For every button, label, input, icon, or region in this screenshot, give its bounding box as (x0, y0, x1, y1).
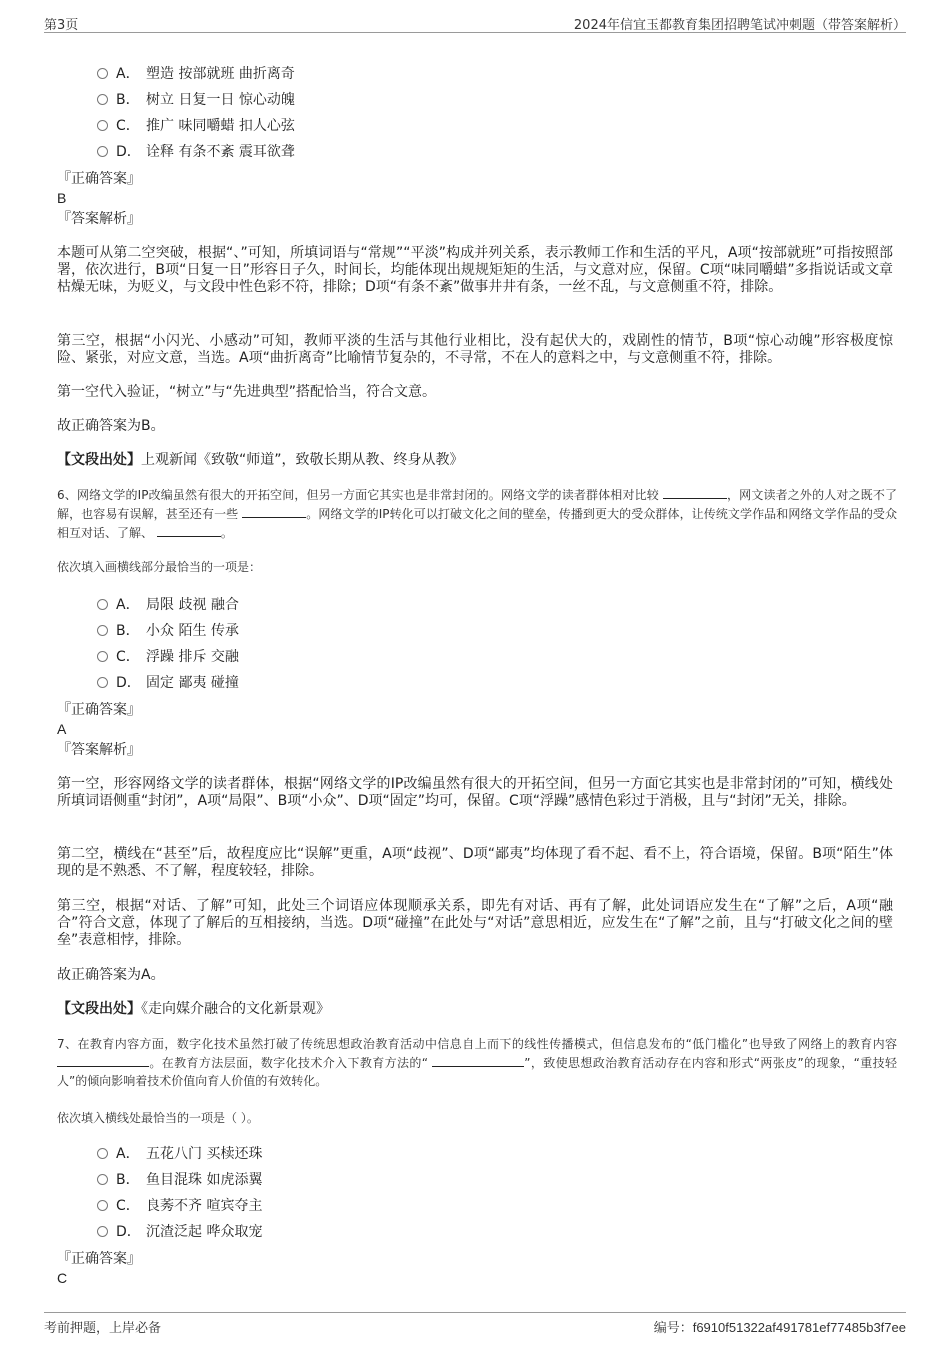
blank-line (663, 485, 727, 499)
q7-prompt: 依次填入横线处最恰当的一项是（ ）。 (57, 1111, 259, 1125)
q7-option-a[interactable]: A． 五花八门 买椟还珠 (97, 1145, 262, 1163)
q5-analysis-paragraph: 故正确答案为B。 (57, 418, 165, 434)
q5-analysis-label: 『答案解析』 (57, 211, 141, 227)
q6-analysis-paragraph: 故正确答案为A。 (57, 967, 165, 983)
q6-option-b[interactable]: B． 小众 陌生 传承 (97, 622, 239, 640)
q6-analysis-paragraph: 第二空，横线在“甚至”后，故程度应比“误解”更重，A项“歧视”、D项“鄙夷”均体现了看不起、看不上，符合语境，保留。B项“陌生”体现的是不熟悉、不了解，程度较轻，排除。 (57, 846, 893, 879)
radio-icon[interactable] (97, 120, 108, 131)
document-title: 2024年信宜玉都教育集团招聘笔试冲刺题（带答案解析） (573, 18, 906, 33)
q7-option-c[interactable]: C． 良莠不齐 喧宾夺主 (97, 1197, 262, 1215)
q6-analysis-label: 『答案解析』 (57, 742, 141, 758)
q6-answer-label: 『正确答案』 (57, 702, 141, 718)
radio-icon[interactable] (97, 1174, 108, 1185)
q6-analysis-paragraph: 第一空，形容网络文学的读者群体，根据“网络文学的IP改编虽然有很大的开拓空间，但另一方面它其实也是非常封闭的”可知，横线处所填词语侧重“封闭”，A项“局限”、B项“小众”、D项“固定”均可，保留。C项“浮躁”感情色彩过于消极，且与“封闭”无关，排除。 (57, 776, 893, 809)
q5-answer-label: 『正确答案』 (57, 171, 141, 187)
q5-analysis-paragraph: 第三空，根据“小闪光、小感动”可知，教师平淡的生活与其他行业相比，没有起伏大的，戏剧性的情节，B项“惊心动魄”形容极度惊险、紧张，对应文意，当选。A项“曲折离奇”比喻情节复杂的，不寻常，不在人的意料之中，与文意侧重不符，排除。 (57, 333, 893, 366)
page-footer (44, 1312, 906, 1337)
q7-stem: 7、在教育内容方面，数字化技术虽然打破了传统思想政治教育活动中信息自上而下的线性传播模式，但信息发布的“低门槛化”也导致了网络上的教育内容 。在教育方法层面，数字化技术介入下教育方法的“ ”，致使思想政治教育活动存在内容和形式“两张皮”的现象，“重技轻人”的倾向影响着技术价值向育人价值的有效转化。 (57, 1037, 897, 1088)
q6-prompt: 依次填入画横线部分最恰当的一项是： (57, 560, 262, 574)
radio-icon[interactable] (97, 68, 108, 79)
radio-icon[interactable] (97, 1200, 108, 1211)
radio-icon[interactable] (97, 94, 108, 105)
q6-answer: A (57, 721, 67, 737)
blank-line (242, 504, 306, 518)
q5-source: 【文段出处】上观新闻《致敬“师道”，致敬长期从教、终身从教》 (57, 452, 464, 468)
page-header (44, 12, 906, 33)
q6-analysis-paragraph: 第三空，根据“对话、了解”可知，此处三个词语应体现顺承关系，即先有对话、再有了解，此处词语应发生在“了解”之后，A项“融合”符合文意，体现了了解后的互相接纳，当选。D项“碰撞”在此处与“对话”意思相近，应发生在“了解”之前，且与“打破文化之间的壁垒”表意相悖，排除。 (57, 898, 893, 948)
q5-analysis-paragraph: 本题可从第二空突破，根据“、”可知，所填词语与“常规”“平淡”构成并列关系，表示教师工作和生活的平凡，A项“按部就班”可指按照部署，依次进行，B项“日复一日”形容日子久，时间长，均能体现出规规矩矩的生活，与文意对应，保留。C项“味同嚼蜡”多指说话或文章枯燥无味，为贬义，与文段中性色彩不符，排除；D项“有条不紊”做事井井有条，一丝不乱，与文意侧重不符，排除。 (57, 245, 893, 295)
q6-stem: 6、网络文学的IP改编虽然有很大的开拓空间，但另一方面它其实也是非常封闭的。网络文学的读者群体相对比较 ，网文读者之外的人对之既不了解，也容易有误解，甚至还有一些 。网络文学的IP转化可以打破文化之间的壁垒，传播到更大的受众群体，让传统文学作品和网络文学作品的受众相互对话、了解、 。 (57, 485, 897, 542)
q7-option-b[interactable]: B． 鱼目混珠 如虎添翼 (97, 1171, 262, 1189)
q6-source: 【文段出处】《走向媒介融合的文化新景观》 (57, 1001, 330, 1017)
blank-line (157, 523, 221, 537)
q5-answer: B (57, 190, 67, 206)
q6-option-d[interactable]: D． 固定 鄙夷 碰撞 (97, 674, 239, 692)
q6-option-c[interactable]: C． 浮躁 排斥 交融 (97, 648, 239, 666)
footer-slogan: 考前押题，上岸必备 (44, 1321, 162, 1336)
q5-option-b[interactable]: B． 树立 日复一日 惊心动魄 (97, 91, 295, 109)
radio-icon[interactable] (97, 651, 108, 662)
q5-option-c[interactable]: C． 推广 味同嚼蜡 扣人心弦 (97, 117, 295, 135)
radio-icon[interactable] (97, 146, 108, 157)
q5-option-a[interactable]: A． 塑造 按部就班 曲折离奇 (97, 65, 295, 83)
page-number: 第3页 (44, 18, 79, 33)
radio-icon[interactable] (97, 677, 108, 688)
document-code: 编号：f6910f51322af491781ef77485b3f7ee (653, 1320, 906, 1335)
q5-analysis-paragraph: 第一空代入验证，“树立”与“先进典型”搭配恰当，符合文意。 (57, 384, 437, 400)
blank-line (57, 1053, 149, 1067)
q6-option-a[interactable]: A． 局限 歧视 融合 (97, 596, 239, 614)
q5-option-d[interactable]: D． 诠释 有条不紊 震耳欲聋 (97, 143, 295, 161)
q7-option-d[interactable]: D． 沉渣泛起 哗众取宠 (97, 1223, 262, 1241)
q7-answer: C (57, 1270, 68, 1286)
blank-line (432, 1053, 524, 1067)
radio-icon[interactable] (97, 625, 108, 636)
radio-icon[interactable] (97, 599, 108, 610)
radio-icon[interactable] (97, 1148, 108, 1159)
q7-answer-label: 『正确答案』 (57, 1251, 141, 1267)
radio-icon[interactable] (97, 1226, 108, 1237)
